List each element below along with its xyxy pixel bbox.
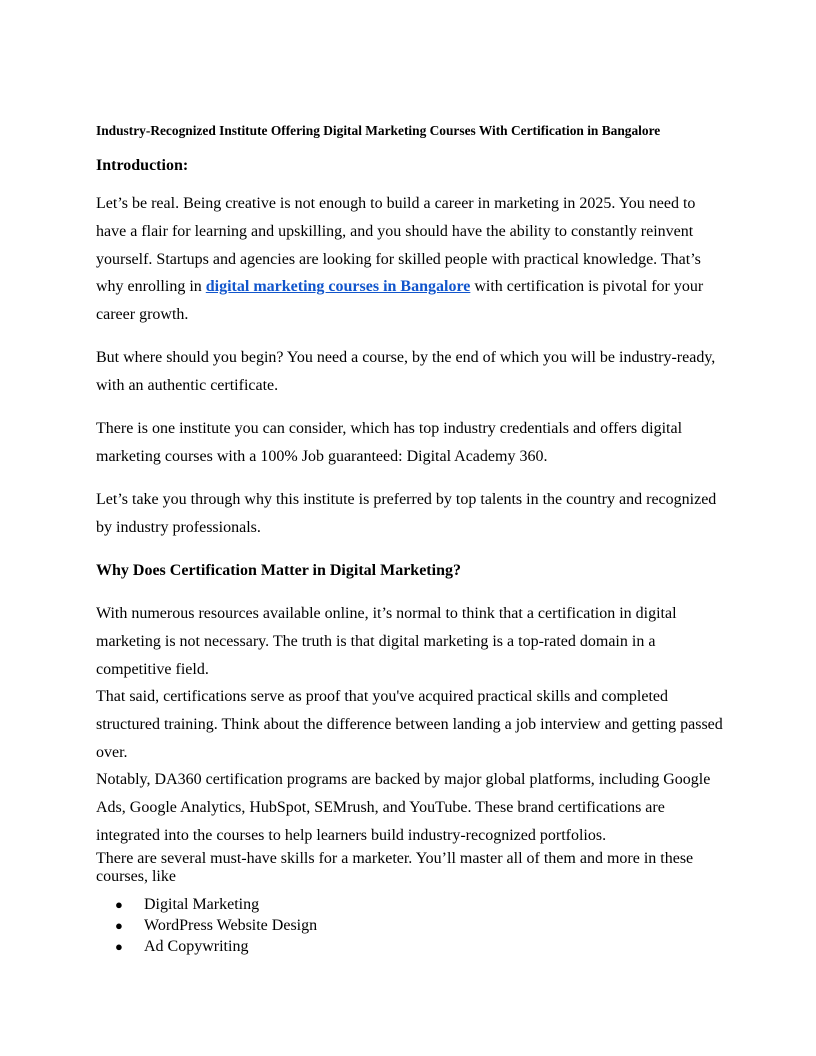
bullet-icon: ●	[115, 897, 123, 912]
skills-list	[96, 894, 317, 957]
bullet-icon: ●	[115, 918, 123, 933]
list-item-label: Ad Copywriting	[144, 938, 249, 955]
paragraph-institute: There is one institute you can consider, which has top industry credentials and offers digital marketing courses with a 100% Job guaranteed: Digital Academy 360.	[96, 420, 683, 465]
intro-paragraph	[96, 190, 726, 329]
list-item-label: Digital Marketing	[144, 896, 260, 913]
certification-section-heading: Why Does Certification Matter in Digital Marketing?	[96, 562, 461, 579]
digital-marketing-courses-link[interactable]: digital marketing courses in Bangalore	[205, 278, 471, 296]
paragraph-skills-line-1: There are several must-have skills for a marketer. You’ll master all of them and more in these	[96, 850, 694, 867]
intro-paragraph-text-before: Let’s be real. Being creative is not enough to build a career in marketing in 2025. You need to have a flair for learning and upskilling, and you should have the ability to constantly reinvent yourself. Startups and agencies are looking for skilled people with practical knowledge. That’s why enrolling in	[96, 195, 701, 296]
list-item	[96, 894, 317, 915]
list-item	[96, 936, 317, 957]
paragraph-where-begin: But where should you begin? You need a course, by the end of which you will be industry-ready, with an authentic certificate.	[96, 349, 716, 394]
paragraph-resources: With numerous resources available online, it’s normal to think that a certification in digital marketing is not necessary. The truth is that digital marketing is a top-rated domain in a competitive field.	[96, 605, 677, 678]
list-item	[96, 915, 317, 936]
paragraph-proof: That said, certifications serve as proof that you've acquired practical skills and completed structured training. Think about the difference between landing a job interview and getting passed over.	[96, 688, 723, 761]
paragraph-da360-programs: Notably, DA360 certification programs are backed by major global platforms, including Google Ads, Google Analytics, HubSpot, SEMrush, and YouTube. These brand certifications are integrated into the courses to help learners build industry-recognized portfolios.	[96, 771, 711, 844]
intro-heading: Introduction:	[96, 157, 189, 174]
document-title: Industry-Recognized Institute Offering Digital Marketing Courses With Certification in Bangalore	[96, 123, 661, 138]
paragraph-skills-line-2: courses, like	[96, 868, 176, 885]
list-item-label: WordPress Website Design	[144, 917, 318, 934]
bullet-icon: ●	[115, 939, 123, 954]
intro-paragraph-text-after: with certification is pivotal for your career growth.	[96, 278, 704, 324]
paragraph-why-preferred: Let’s take you through why this institute is preferred by top talents in the country and recognized by industry professionals.	[96, 491, 717, 536]
paragraph-skills	[96, 850, 726, 886]
